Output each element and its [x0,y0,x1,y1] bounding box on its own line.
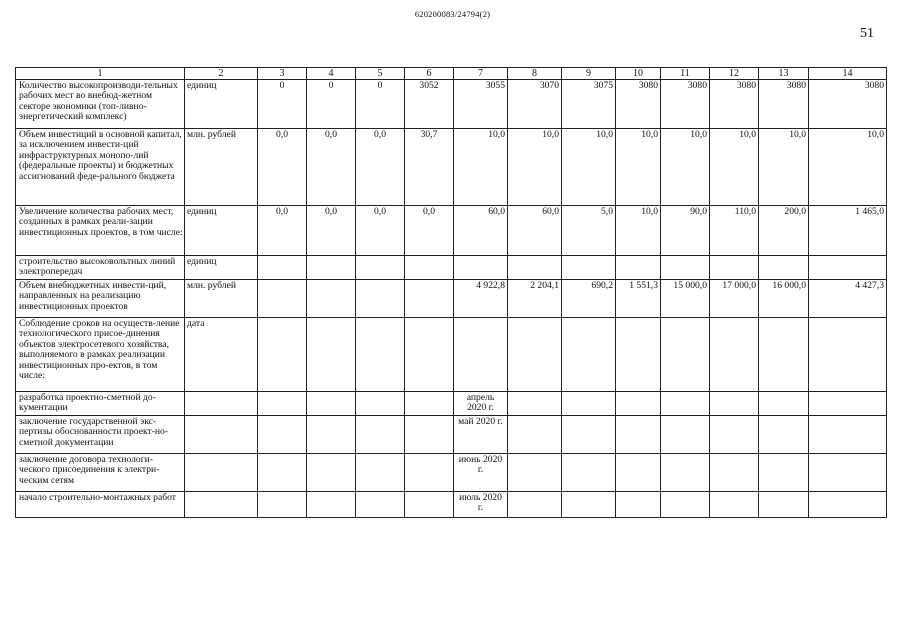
indicator-name-cell: заключение государственной экс-пертизы обоснованности проект-но-сметной документации [16,416,185,454]
value-cell: 30,7 [405,129,454,206]
value-cell [809,256,887,280]
unit-cell: единиц [185,206,258,256]
value-cell [356,280,405,318]
value-cell: 0,0 [307,129,356,206]
table-row [16,492,887,518]
table-row [16,454,887,492]
column-number: 12 [710,68,759,80]
document-id: 620200083/24794(2) [414,9,491,19]
value-cell [562,492,616,518]
value-cell: 3075 [562,80,616,129]
value-cell [562,392,616,416]
value-cell: 0,0 [307,206,356,256]
value-cell: 0,0 [258,129,307,206]
value-cell [307,280,356,318]
value-cell: 10,0 [661,129,710,206]
value-cell [356,454,405,492]
unit-cell: единиц [185,80,258,129]
column-number-row [16,68,887,80]
value-cell: 1 465,0 [809,206,887,256]
value-cell [661,392,710,416]
date-cell: июнь 2020 г. [454,454,508,492]
value-cell: 10,0 [616,129,661,206]
table-row [16,318,887,392]
value-cell: 3080 [759,80,809,129]
value-cell [759,492,809,518]
value-cell: 90,0 [661,206,710,256]
value-cell [405,392,454,416]
value-cell: 60,0 [454,206,508,256]
value-cell: 0 [307,80,356,129]
value-cell [405,256,454,280]
value-cell: 10,0 [710,129,759,206]
indicator-name-cell: разработка проектно-сметной до-кументации [16,392,185,416]
value-cell [809,454,887,492]
value-cell [258,416,307,454]
value-cell: 17 000,0 [710,280,759,318]
unit-cell: млн. рублей [185,280,258,318]
date-cell: май 2020 г. [454,416,508,454]
value-cell [562,256,616,280]
column-number: 8 [508,68,562,80]
value-cell: 0,0 [356,129,405,206]
value-cell: 10,0 [759,129,809,206]
value-cell [454,256,508,280]
table-row [16,129,887,206]
column-number: 1 [16,68,185,80]
value-cell [405,454,454,492]
value-cell [508,492,562,518]
value-cell: 110,0 [710,206,759,256]
value-cell [710,492,759,518]
value-cell [562,454,616,492]
value-cell [307,492,356,518]
value-cell [759,454,809,492]
table-row [16,256,887,280]
value-cell: 10,0 [562,129,616,206]
unit-cell [185,454,258,492]
value-cell [307,454,356,492]
value-cell [405,280,454,318]
value-cell [508,392,562,416]
value-cell: 5,0 [562,206,616,256]
value-cell [759,256,809,280]
value-cell [661,256,710,280]
indicator-name-cell: заключение договора технологи-ческого присоединения к электри-ческим сетям [16,454,185,492]
value-cell [356,416,405,454]
column-number: 13 [759,68,809,80]
value-cell [710,454,759,492]
value-cell [809,416,887,454]
value-cell: 10,0 [508,129,562,206]
column-number: 7 [454,68,508,80]
column-number: 11 [661,68,710,80]
value-cell [710,256,759,280]
value-cell [661,454,710,492]
value-cell [508,416,562,454]
value-cell [307,256,356,280]
value-cell [405,416,454,454]
indicator-name-cell: Увеличение количества рабочих мест, созданных в рамках реали-зации инвестиционных проектов, в том числе: [16,206,185,256]
value-cell [759,392,809,416]
value-cell [710,318,759,392]
value-cell [809,318,887,392]
value-cell: 16 000,0 [759,280,809,318]
value-cell [616,256,661,280]
value-cell: 3052 [405,80,454,129]
value-cell [258,392,307,416]
value-cell: 60,0 [508,206,562,256]
value-cell [661,492,710,518]
table-row [16,206,887,256]
value-cell: 0 [258,80,307,129]
value-cell: 3055 [454,80,508,129]
value-cell [307,416,356,454]
column-number: 6 [405,68,454,80]
value-cell: 10,0 [454,129,508,206]
indicator-name-cell: Объем внебюджетных инвести-ций, направленных на реализацию инвестиционных проектов [16,280,185,318]
value-cell: 10,0 [616,206,661,256]
value-cell [562,318,616,392]
value-cell: 2 204,1 [508,280,562,318]
table-row [16,416,887,454]
value-cell: 0 [356,80,405,129]
value-cell [356,392,405,416]
indicator-name-cell: начало строительно-монтажных работ [16,492,185,518]
value-cell [661,318,710,392]
value-cell: 4 427,3 [809,280,887,318]
value-cell [710,392,759,416]
value-cell [759,416,809,454]
value-cell: 690,2 [562,280,616,318]
value-cell [616,492,661,518]
value-cell [356,318,405,392]
value-cell [258,454,307,492]
value-cell [616,392,661,416]
value-cell [405,492,454,518]
value-cell: 0,0 [405,206,454,256]
value-cell [508,256,562,280]
value-cell [616,454,661,492]
table-row [16,392,887,416]
value-cell: 15 000,0 [661,280,710,318]
value-cell [405,318,454,392]
value-cell: 3080 [616,80,661,129]
value-cell [307,392,356,416]
value-cell: 3070 [508,80,562,129]
value-cell: 1 551,3 [616,280,661,318]
table-row [16,80,887,129]
value-cell: 3080 [661,80,710,129]
value-cell [616,318,661,392]
column-number: 3 [258,68,307,80]
value-cell [508,454,562,492]
indicator-name-cell: строительство высоковольтных линий электропередач [16,256,185,280]
unit-cell: дата [185,318,258,392]
value-cell [661,416,710,454]
unit-cell [185,392,258,416]
indicators-table [15,67,887,518]
value-cell [258,280,307,318]
value-cell: 3080 [710,80,759,129]
unit-cell [185,492,258,518]
column-number: 9 [562,68,616,80]
value-cell [258,256,307,280]
date-cell: апрель 2020 г. [454,392,508,416]
column-number: 4 [307,68,356,80]
value-cell [356,256,405,280]
value-cell [258,318,307,392]
value-cell [562,416,616,454]
value-cell: 0,0 [356,206,405,256]
column-number: 2 [185,68,258,80]
indicator-name-cell: Соблюдение сроков на осуществ-ление технологического присое-динения объектов электросетевого хозяйства, выполняемого в рамках реализации инвестиционных про-ектов, в том числе: [16,318,185,392]
value-cell [809,392,887,416]
indicator-name-cell: Количество высокопроизводи-тельных рабочих мест во внебюд-жетном секторе экономики (топ-ливно-энергетический комплекс) [16,80,185,129]
value-cell [307,318,356,392]
value-cell [454,318,508,392]
value-cell [710,416,759,454]
value-cell [356,492,405,518]
value-cell [508,318,562,392]
column-number: 10 [616,68,661,80]
value-cell [809,492,887,518]
column-number: 5 [356,68,405,80]
unit-cell [185,416,258,454]
table-row [16,280,887,318]
value-cell [258,492,307,518]
value-cell: 3080 [809,80,887,129]
unit-cell: единиц [185,256,258,280]
unit-cell: млн. рублей [185,129,258,206]
value-cell: 200,0 [759,206,809,256]
indicator-name-cell: Объем инвестиций в основной капитал, за исключением инвести-ций инфраструктурных монопо-лий (федеральные проекты) и бюджетных ассигнований феде-рального бюджета [16,129,185,206]
value-cell [759,318,809,392]
column-number: 14 [809,68,887,80]
date-cell: июль 2020 г. [454,492,508,518]
value-cell: 10,0 [809,129,887,206]
value-cell: 0,0 [258,206,307,256]
value-cell: 4 922,8 [454,280,508,318]
value-cell [616,416,661,454]
page-number: 51 [860,26,874,41]
